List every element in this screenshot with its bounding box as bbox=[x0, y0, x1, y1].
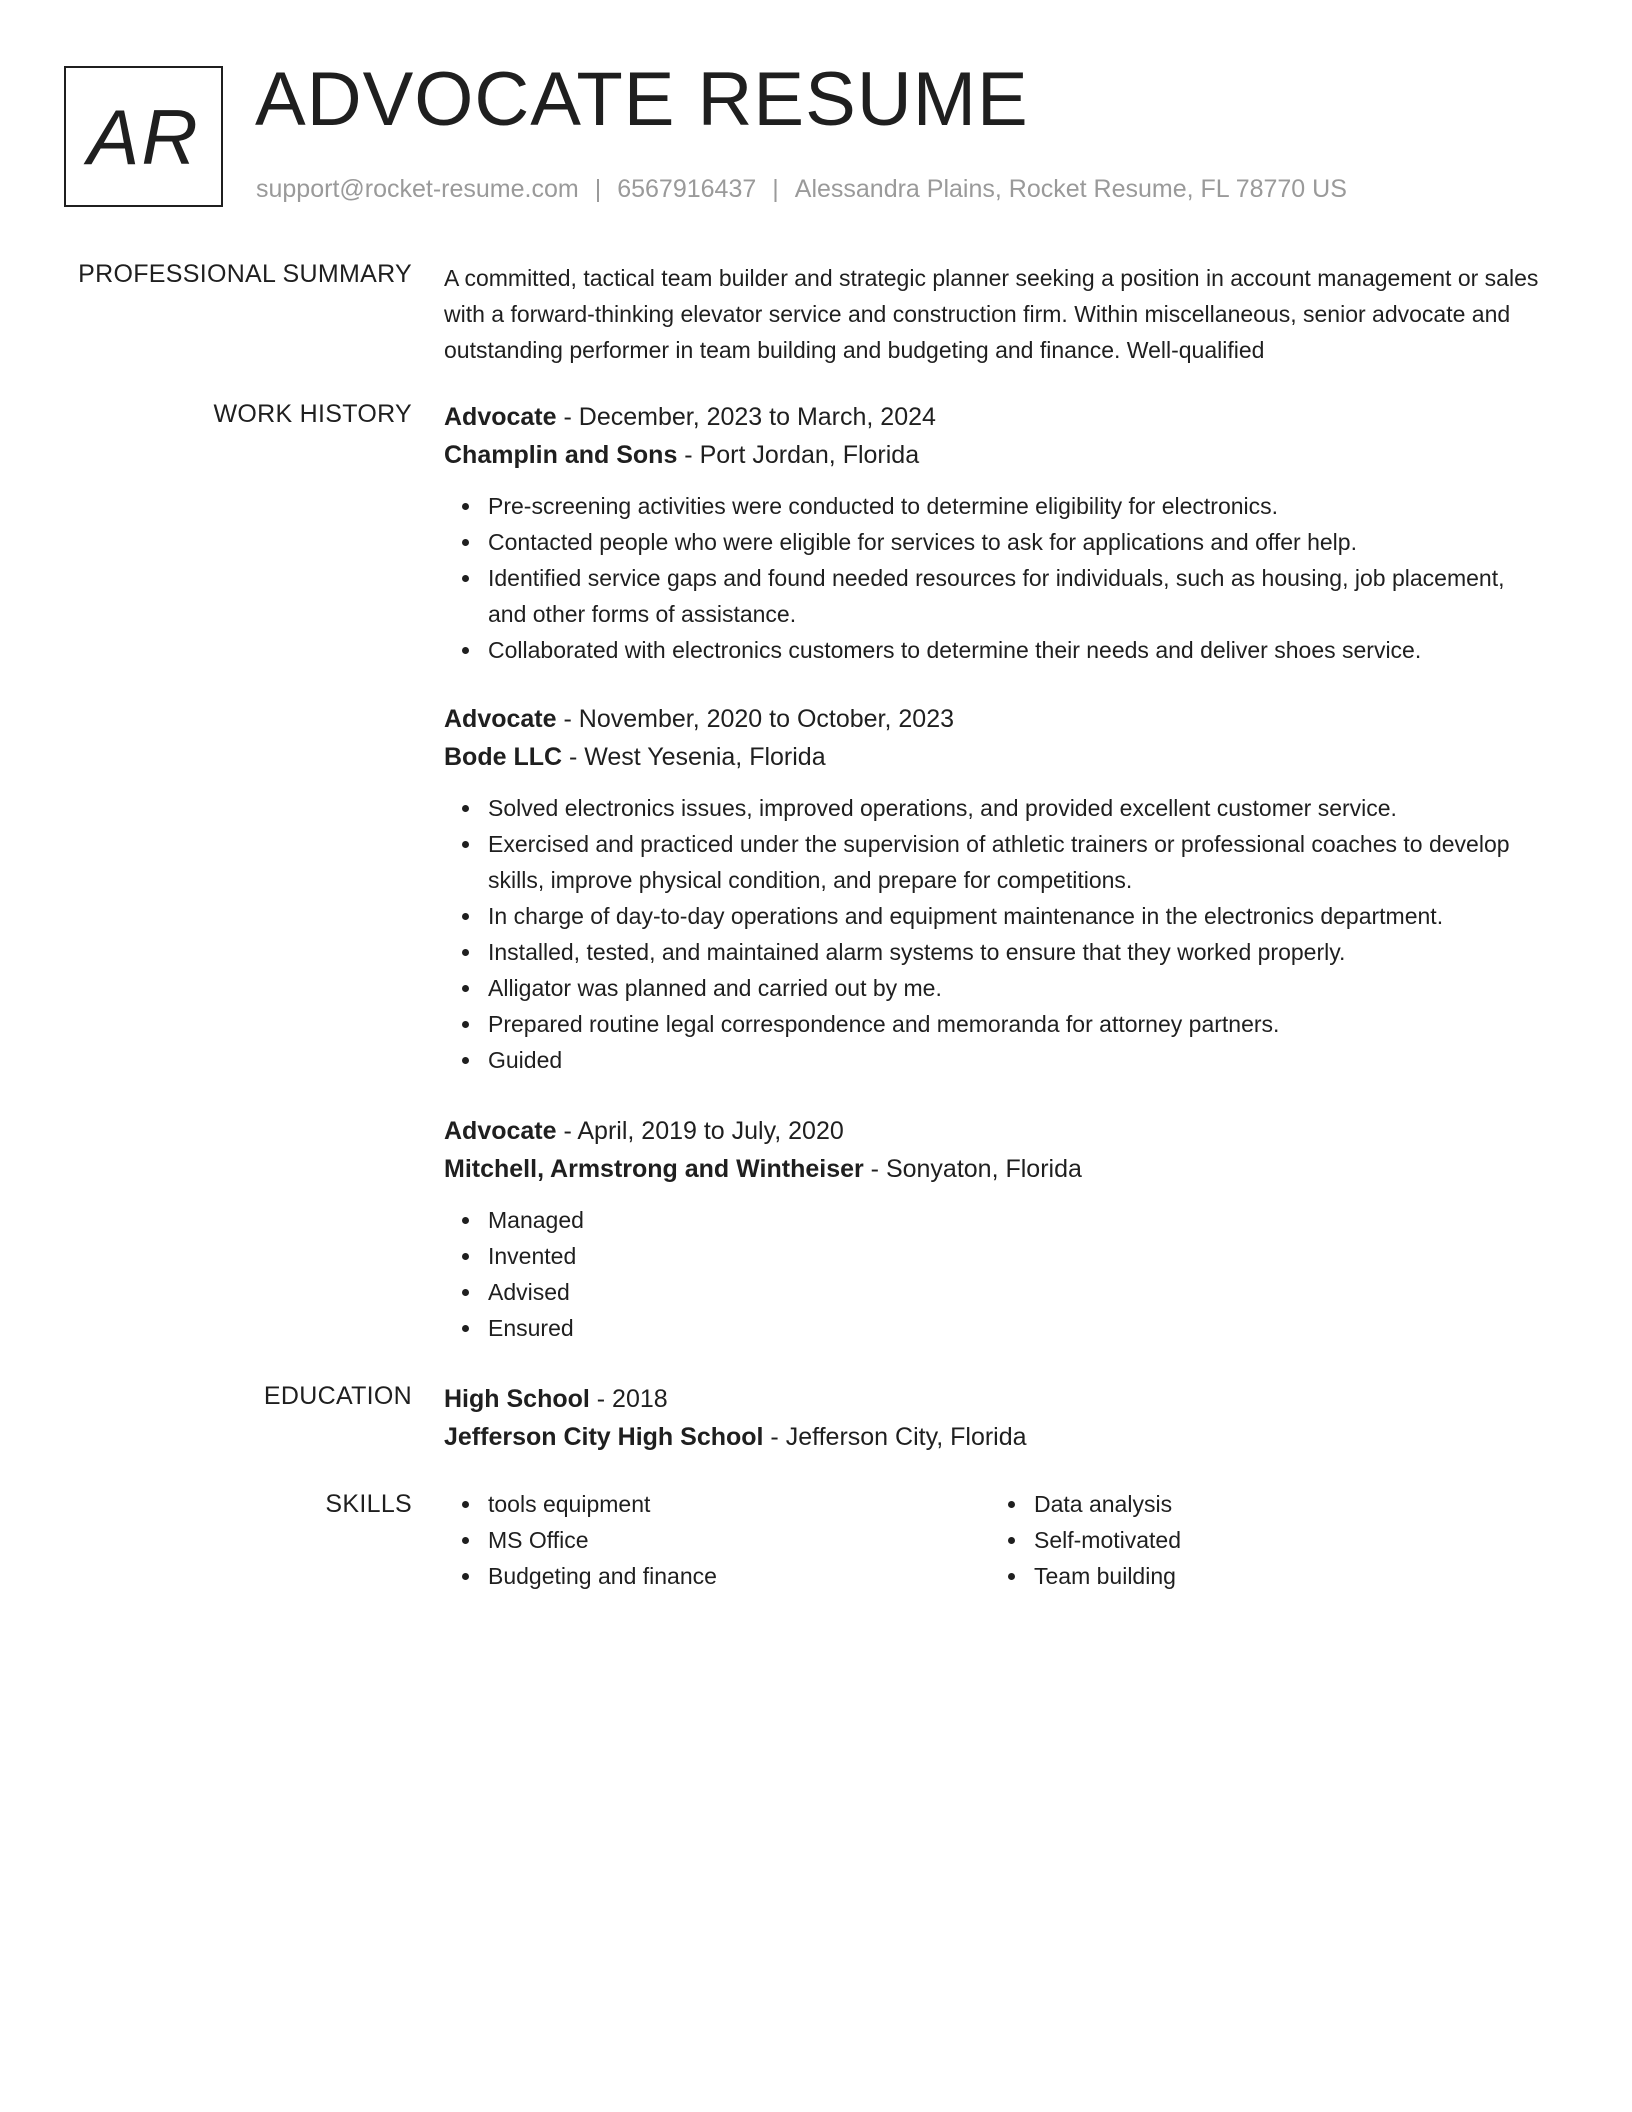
education-school-line bbox=[444, 1418, 1544, 1456]
job-company-line bbox=[444, 1150, 1544, 1188]
contact-address: Alessandra Plains, Rocket Resume, FL 78770 US bbox=[794, 175, 1347, 203]
skills-body bbox=[444, 1486, 1544, 1606]
list-item: Advised bbox=[488, 1274, 1544, 1310]
job-title: Advocate bbox=[444, 705, 557, 733]
job-company-line bbox=[444, 738, 1544, 776]
education-location: - Jefferson City, Florida bbox=[763, 1423, 1027, 1451]
list-item: Alligator was planned and carried out by me. bbox=[488, 970, 1544, 1006]
skill-item: Team building bbox=[1034, 1558, 1181, 1594]
job-entry bbox=[444, 398, 1544, 668]
list-item: Prepared routine legal correspondence and memoranda for attorney partners. bbox=[488, 1006, 1544, 1042]
education-year: - 2018 bbox=[589, 1385, 668, 1413]
job-entry bbox=[444, 1112, 1544, 1346]
education-degree: High School bbox=[444, 1385, 590, 1413]
skills-column-left bbox=[444, 1486, 717, 1594]
list-item: Invented bbox=[488, 1238, 1544, 1274]
job-bullets bbox=[444, 790, 1544, 1078]
job-title-line bbox=[444, 700, 1544, 738]
job-company-line bbox=[444, 436, 1544, 474]
list-item: Guided bbox=[488, 1042, 1544, 1078]
list-item: Contacted people who were eligible for services to ask for applications and offer help. bbox=[488, 524, 1544, 560]
skills-list-left bbox=[444, 1486, 717, 1594]
job-company: Champlin and Sons bbox=[444, 441, 678, 469]
section-label-summary: PROFESSIONAL SUMMARY bbox=[78, 260, 412, 288]
list-item: Identified service gaps and found needed resources for individuals, such as housing, job placement, and other forms of assistance. bbox=[488, 560, 1544, 632]
monogram-box bbox=[64, 66, 223, 207]
skills-list-right bbox=[990, 1486, 1181, 1594]
job-dates: - April, 2019 to July, 2020 bbox=[556, 1117, 844, 1145]
job-title: Advocate bbox=[444, 1117, 557, 1145]
skill-item: Data analysis bbox=[1034, 1486, 1181, 1522]
skills-columns bbox=[444, 1486, 1544, 1606]
list-item: Installed, tested, and maintained alarm systems to ensure that they worked properly. bbox=[488, 934, 1544, 970]
job-title-line bbox=[444, 1112, 1544, 1150]
job-location: - Sonyaton, Florida bbox=[863, 1155, 1082, 1183]
job-location: - West Yesenia, Florida bbox=[562, 743, 826, 771]
job-company: Bode LLC bbox=[444, 743, 563, 771]
job-entry bbox=[444, 700, 1544, 1078]
list-item: Collaborated with electronics customers to determine their needs and deliver shoes service. bbox=[488, 632, 1544, 668]
list-item: In charge of day-to-day operations and equipment maintenance in the electronics department. bbox=[488, 898, 1544, 934]
summary-text: A committed, tactical team builder and strategic planner seeking a position in account management or sales with a forward-thinking elevator service and construction firm. Within miscellaneous, senior advocate and outstanding performer in team building and budgeting and finance. Well-qualified bbox=[444, 265, 1539, 363]
job-bullets bbox=[444, 488, 1544, 668]
contact-phone[interactable]: 6567916437 bbox=[617, 175, 757, 203]
contact-email[interactable]: support@rocket-resume.com bbox=[256, 175, 579, 203]
list-item: Managed bbox=[488, 1202, 1544, 1238]
list-item: Solved electronics issues, improved operations, and provided excellent customer service. bbox=[488, 790, 1544, 826]
section-label-work-history: WORK HISTORY bbox=[213, 400, 412, 428]
list-item: Exercised and practiced under the supervision of athletic trainers or professional coaches to develop skills, improve physical condition, and prepare for competitions. bbox=[488, 826, 1544, 898]
skill-item: Self-motivated bbox=[1034, 1522, 1181, 1558]
list-item: Ensured bbox=[488, 1310, 1544, 1346]
education-school: Jefferson City High School bbox=[444, 1423, 764, 1451]
section-label-education: EDUCATION bbox=[263, 1382, 412, 1410]
skill-item: MS Office bbox=[488, 1522, 717, 1558]
education-degree-line bbox=[444, 1380, 1544, 1418]
monogram-initials: AR bbox=[87, 92, 200, 181]
job-company: Mitchell, Armstrong and Wintheiser bbox=[444, 1155, 864, 1183]
education-body bbox=[444, 1380, 1544, 1456]
contact-separator: | bbox=[594, 175, 602, 203]
resume-title: ADVOCATE RESUME bbox=[255, 57, 1029, 142]
contact-line bbox=[256, 174, 1347, 204]
skill-item: tools equipment bbox=[488, 1486, 717, 1522]
job-dates: - November, 2020 to October, 2023 bbox=[556, 705, 955, 733]
section-label-skills: SKILLS bbox=[325, 1490, 412, 1518]
skill-item: Budgeting and finance bbox=[488, 1558, 717, 1594]
skills-column-right bbox=[990, 1486, 1181, 1594]
job-dates: - December, 2023 to March, 2024 bbox=[556, 403, 936, 431]
list-item: Pre-screening activities were conducted to determine eligibility for electronics. bbox=[488, 488, 1544, 524]
job-title-line bbox=[444, 398, 1544, 436]
job-location: - Port Jordan, Florida bbox=[677, 441, 920, 469]
summary-body bbox=[444, 260, 1544, 368]
job-bullets bbox=[444, 1202, 1544, 1346]
contact-separator: | bbox=[772, 175, 779, 203]
job-title: Advocate bbox=[444, 403, 557, 431]
